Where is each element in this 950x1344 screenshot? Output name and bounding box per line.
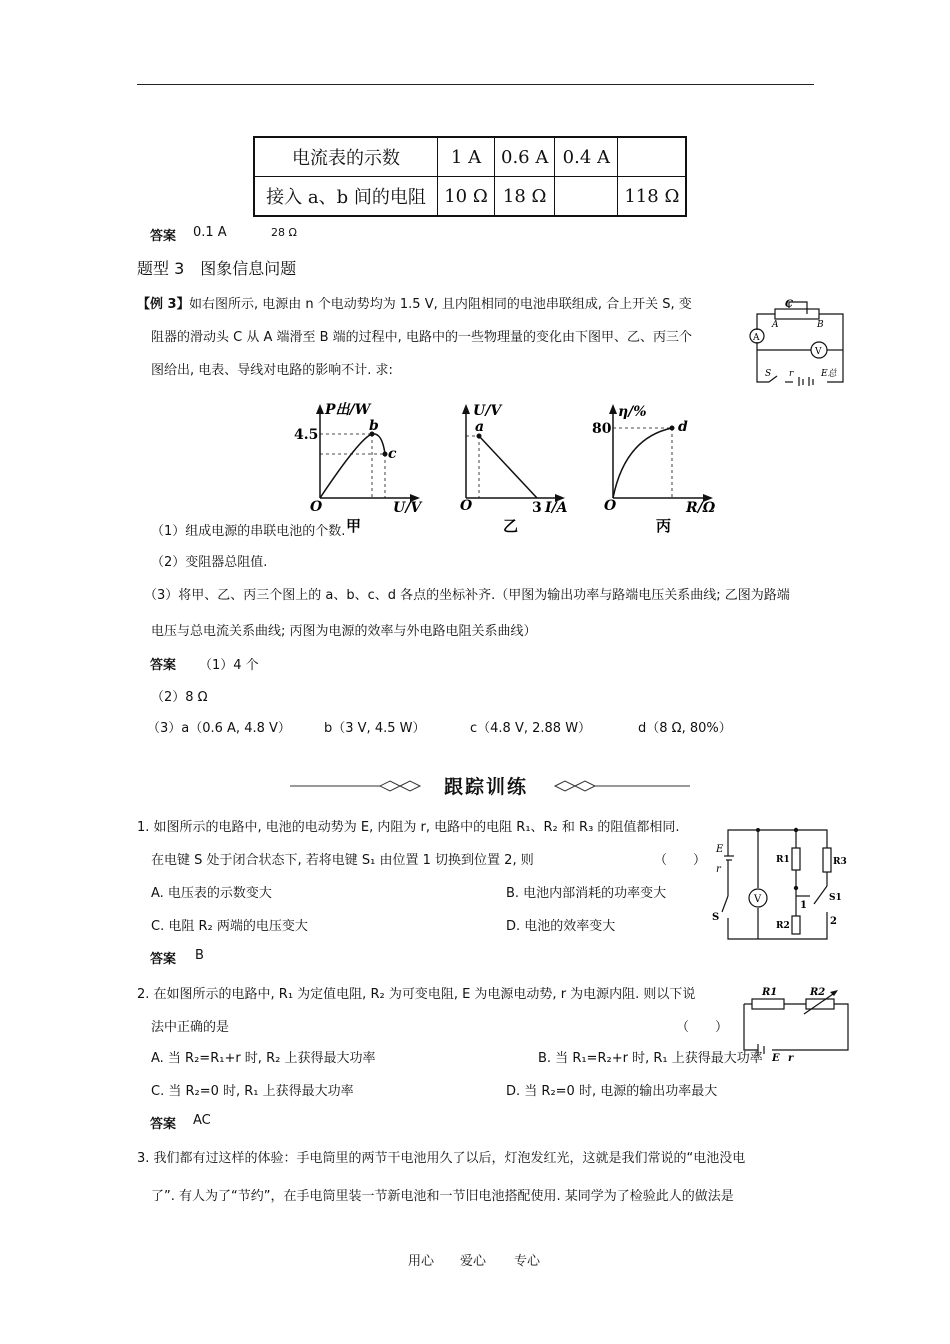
label-r: r bbox=[716, 864, 721, 875]
point-label: b bbox=[369, 418, 379, 434]
graph-yi bbox=[455, 398, 585, 538]
origin-label: O bbox=[310, 499, 323, 515]
problem-text: 在电键 S 处于闭合状态下, 若将电键 S₁ 由位置 1 切换到位置 2, 则 bbox=[151, 853, 534, 868]
label-r3: R3 bbox=[833, 857, 847, 867]
section-heading: 题型 3 图象信息问题 bbox=[137, 259, 297, 278]
graph-jia bbox=[290, 398, 440, 538]
answer-value: B bbox=[195, 948, 204, 963]
footer-text: 爱心 bbox=[460, 1254, 487, 1269]
section-title: 跟踪训练 bbox=[444, 776, 529, 798]
label-c: C bbox=[785, 299, 793, 310]
option-c: C. 当 R₂=0 时, R₁ 上获得最大功率 bbox=[151, 1084, 354, 1099]
point-label: d bbox=[678, 419, 688, 435]
label-b: B bbox=[817, 320, 824, 330]
table-cell: 电流表的示数 bbox=[254, 137, 438, 177]
answer-blank: （ ） bbox=[654, 853, 707, 868]
option-b: B. 当 R₁=R₂+r 时, R₁ 上获得最大功率 bbox=[538, 1051, 763, 1066]
divider-ornament-left bbox=[290, 776, 430, 796]
table-cell: 18 Ω bbox=[495, 177, 555, 217]
table-cell: 118 Ω bbox=[618, 177, 687, 217]
y-axis-label: U/V bbox=[473, 403, 502, 419]
y-tick: 80 bbox=[592, 421, 612, 437]
label-r: r bbox=[789, 369, 794, 379]
point-label: a bbox=[475, 419, 485, 435]
origin-label: O bbox=[604, 498, 617, 514]
problem-text: 了”. 有人为了“节约”，在手电筒里装一节新电池和一节旧电池搭配使用. 某同学为了检验此人的做法是 bbox=[151, 1189, 734, 1204]
circuit-diagram-example3 bbox=[745, 294, 855, 386]
label-e: E bbox=[772, 1053, 780, 1064]
ammeter-icon: A bbox=[753, 333, 760, 343]
origin-label: O bbox=[460, 498, 473, 514]
label-s: S bbox=[765, 369, 772, 379]
divider-ornament-right bbox=[545, 776, 695, 796]
answer-item: （3）a（0.6 A, 4.8 V） bbox=[147, 721, 291, 736]
label-r2: R2 bbox=[810, 987, 826, 998]
label-s: S bbox=[712, 912, 720, 923]
answer-value: 0.1 A bbox=[193, 225, 227, 240]
label-e: E bbox=[716, 844, 724, 855]
answer-item: d（8 Ω, 80%） bbox=[638, 721, 732, 736]
header-rule bbox=[137, 84, 814, 85]
graph-name: 乙 bbox=[503, 517, 519, 535]
option-a: A. 电压表的示数变大 bbox=[151, 886, 272, 901]
point-label: c bbox=[388, 446, 397, 462]
table-cell: 0.6 A bbox=[495, 137, 555, 177]
option-c: C. 电阻 R₂ 两端的电压变大 bbox=[151, 919, 308, 934]
data-table bbox=[253, 136, 687, 217]
answer-blank: （ ） bbox=[676, 1020, 729, 1035]
table-row bbox=[254, 177, 686, 217]
table-cell bbox=[618, 137, 687, 177]
label-r1: R1 bbox=[762, 987, 778, 998]
problem-text: 2. 在如图所示的电路中, R₁ 为定值电阻, R₂ 为可变电阻, E 为电源电动势, r 为电源内阻. 则以下说 bbox=[137, 987, 696, 1002]
question-item: （1）组成电源的串联电池的个数. bbox=[151, 524, 346, 539]
x-tick: 3 bbox=[532, 500, 542, 516]
problem-text: 法中正确的是 bbox=[151, 1020, 230, 1035]
label-a: A bbox=[772, 320, 779, 330]
footer-text: 专心 bbox=[514, 1254, 541, 1269]
problem-text: 阻器的滑动头 C 从 A 端滑至 B 端的过程中, 电路中的一些物理量的变化由下图甲、乙、丙三个 bbox=[151, 330, 692, 345]
table-cell: 0.4 A bbox=[555, 137, 618, 177]
answer-label: 答案 bbox=[150, 658, 177, 673]
problem-text: 图给出, 电表、导线对电路的影响不计. 求: bbox=[151, 363, 393, 378]
label-r2: R2 bbox=[776, 921, 790, 931]
graph-name: 甲 bbox=[346, 517, 362, 535]
example-tag: 【例 3】 bbox=[137, 297, 190, 312]
voltmeter-icon: V bbox=[754, 894, 762, 905]
circuit-diagram-q1 bbox=[710, 826, 855, 944]
answer-value: 28 Ω bbox=[271, 226, 297, 239]
answer-item: （1）4 个 bbox=[199, 658, 259, 673]
label-e: E总 bbox=[821, 369, 837, 379]
x-axis-label: U/V bbox=[393, 500, 422, 516]
voltmeter-icon: V bbox=[815, 347, 822, 357]
problem-text: 3. 我们都有过这样的体验：手电筒里的两节干电池用久了以后，灯泡发红光，这就是我们常说的“电池没电 bbox=[137, 1151, 746, 1166]
problem-text: 1. 如图所示的电路中, 电池的电动势为 E, 内阻为 r, 电路中的电阻 R₁、R₂ 和 R₃ 的阻值都相同. bbox=[137, 820, 680, 835]
table-cell: 接入 a、b 间的电阻 bbox=[254, 177, 438, 217]
graph-name: 丙 bbox=[656, 517, 672, 535]
circuit-diagram-q2 bbox=[742, 984, 852, 1064]
question-item: （2）变阻器总阻值. bbox=[151, 555, 268, 570]
option-a: A. 当 R₂=R₁+r 时, R₂ 上获得最大功率 bbox=[151, 1051, 376, 1066]
footer-text: 用心 bbox=[408, 1254, 435, 1269]
answer-item: （2）8 Ω bbox=[151, 690, 208, 705]
answer-label: 答案 bbox=[150, 229, 177, 244]
label-pos2: 2 bbox=[830, 916, 837, 927]
graph-bing bbox=[590, 398, 730, 538]
y-axis-label: η/% bbox=[618, 404, 647, 420]
answer-item: c（4.8 V, 2.88 W） bbox=[470, 721, 592, 736]
answer-value: AC bbox=[193, 1113, 211, 1128]
x-axis-label: R/Ω bbox=[686, 500, 716, 516]
label-r1: R1 bbox=[776, 855, 790, 865]
option-b: B. 电池内部消耗的功率变大 bbox=[506, 886, 667, 901]
question-item: （3）将甲、乙、丙三个图上的 a、b、c、d 各点的坐标补齐.（甲图为输出功率与路端电压关系曲线; 乙图为路端 bbox=[144, 588, 790, 603]
label-pos1: 1 bbox=[800, 900, 807, 911]
table-cell: 1 A bbox=[438, 137, 495, 177]
table-row bbox=[254, 137, 686, 177]
question-item: 电压与总电流关系曲线; 丙图为电源的效率与外电路电阻关系曲线） bbox=[151, 624, 537, 639]
y-tick: 4.5 bbox=[294, 427, 319, 443]
label-r: r bbox=[788, 1053, 794, 1064]
answer-label: 答案 bbox=[150, 952, 177, 967]
x-axis-label: I/A bbox=[545, 500, 568, 516]
answer-label: 答案 bbox=[150, 1117, 177, 1132]
table-cell: 10 Ω bbox=[438, 177, 495, 217]
answer-item: b（3 V, 4.5 W） bbox=[324, 721, 426, 736]
table-cell bbox=[555, 177, 618, 217]
problem-text: 如右图所示, 电源由 n 个电动势均为 1.5 V, 且内阻相同的电池串联组成, 合上开关 S, 变 bbox=[189, 297, 692, 312]
option-d: D. 当 R₂=0 时, 电源的输出功率最大 bbox=[506, 1084, 718, 1099]
option-d: D. 电池的效率变大 bbox=[506, 919, 616, 934]
y-axis-label: P出/W bbox=[325, 402, 371, 418]
label-s1: S1 bbox=[829, 893, 842, 903]
